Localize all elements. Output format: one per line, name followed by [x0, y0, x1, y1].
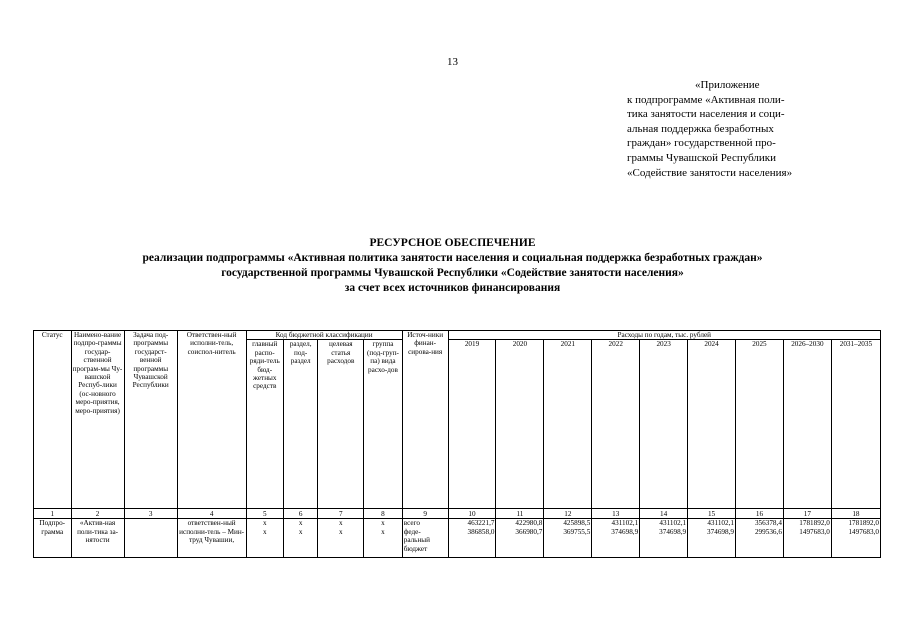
resource-table	[33, 330, 881, 558]
col-main-manager-header: главный распо-ряди-тель бюд-жетных средств	[246, 340, 284, 509]
header-row	[34, 331, 881, 340]
appendix-line: «Приложение	[695, 79, 760, 91]
column-number: 3	[124, 509, 177, 519]
row-year-values	[544, 519, 592, 558]
column-number: 16	[736, 509, 784, 519]
appendix-line: «Содействие занятости населения»	[627, 166, 793, 179]
column-number: 6	[284, 509, 318, 519]
col-task-header: Задача под-программы государст-венной программы Чувашской Республики	[124, 331, 177, 509]
column-number: 14	[640, 509, 688, 519]
column-number: 18	[831, 509, 880, 519]
column-number: 2	[71, 509, 124, 519]
row-year-values	[592, 519, 640, 558]
page-number: 13	[447, 56, 458, 68]
col-responsible-header: Ответствен-ный исполни-тель, соиспол-нитель	[177, 331, 246, 509]
budget-code-header: Код бюджетной классификации	[246, 331, 402, 340]
code-value: x	[381, 519, 385, 528]
expenses-header: Расходы по годам, тыс. рублей	[448, 331, 880, 340]
value-federal: 1497683,0	[848, 527, 879, 536]
value-federal: 374698,9	[611, 527, 639, 536]
title-line: государственной программы Чувашской Республики «Содействие занятости населения»	[221, 267, 684, 279]
row-year-values	[736, 519, 784, 558]
appendix-line: тика занятости населения и соци-	[627, 108, 785, 121]
code-value: x	[338, 527, 343, 536]
value-total: 356378,4	[754, 519, 782, 528]
value-total: 425898,5	[563, 519, 591, 528]
source-total: всего	[403, 519, 420, 528]
row-target-article	[318, 519, 364, 558]
value-federal: 374698,9	[659, 527, 687, 536]
column-number: 5	[246, 509, 284, 519]
column-number: 8	[364, 509, 403, 519]
year-header: 2025	[736, 340, 784, 509]
value-federal: 374698,9	[707, 527, 734, 536]
row-name: «Актив-ная поли-тика за-нятости	[71, 519, 124, 558]
column-number: 11	[496, 509, 544, 519]
value-federal: 366980,7	[515, 527, 543, 536]
col-status-header: Статус	[34, 331, 72, 509]
year-header: 2024	[688, 340, 736, 509]
row-year-values	[688, 519, 736, 558]
appendix-line: граждан» государственной про-	[627, 137, 776, 150]
code-value: x	[381, 527, 385, 536]
year-header: 2020	[496, 340, 544, 509]
year-header: 2023	[640, 340, 688, 509]
value-total: 431102,1	[707, 519, 734, 528]
value-total: 1781892,0	[848, 519, 879, 528]
year-header: 2022	[592, 340, 640, 509]
column-number: 4	[177, 509, 246, 519]
row-year-values	[783, 519, 831, 558]
row-responsible: ответствен-ный исполни-тель – Мин-труд Чувашии,	[177, 519, 246, 558]
code-value: x	[338, 519, 343, 528]
column-number: 13	[592, 509, 640, 519]
row-expense-group	[364, 519, 403, 558]
row-year-values	[496, 519, 544, 558]
year-header: 2021	[544, 340, 592, 509]
col-name-header: Наимено-вание подпро-граммы государ-ственной програм-мы Чу-вашской Респуб-лики (ос-новного меро-приятия, меро-приятия)	[71, 331, 124, 509]
column-number-row	[34, 509, 881, 519]
code-value: x	[298, 527, 303, 536]
column-number: 12	[544, 509, 592, 519]
row-section	[284, 519, 318, 558]
row-year-values	[831, 519, 880, 558]
col-target-article-header: целевая статья расходов	[318, 340, 364, 509]
value-total: 431102,1	[611, 519, 639, 528]
code-value: x	[298, 519, 303, 528]
appendix-line: к подпрограмме «Активная поли-	[627, 93, 785, 106]
row-year-values	[448, 519, 496, 558]
year-header: 2031–2035	[831, 340, 880, 509]
appendix-note	[627, 78, 841, 180]
value-total: 463221,7	[467, 519, 495, 528]
column-number: 10	[448, 509, 496, 519]
column-number: 1	[34, 509, 72, 519]
row-source	[402, 519, 448, 558]
value-federal: 386858,0	[467, 527, 495, 536]
column-number: 9	[402, 509, 448, 519]
document-title	[0, 236, 905, 296]
value-federal: 369755,5	[563, 527, 591, 536]
appendix-line: граммы Чувашской Республики	[627, 151, 776, 164]
row-main-manager	[246, 519, 284, 558]
column-number: 15	[688, 509, 736, 519]
year-header: 2026–2030	[783, 340, 831, 509]
appendix-line: альная поддержка безработных	[627, 122, 774, 135]
value-federal: 1497683,0	[799, 527, 830, 536]
row-task	[124, 519, 177, 558]
column-number: 17	[783, 509, 831, 519]
value-federal: 299536,6	[754, 527, 782, 536]
row-year-values	[640, 519, 688, 558]
value-total: 422980,8	[515, 519, 543, 528]
value-total: 431102,1	[659, 519, 687, 528]
title-line: реализации подпрограммы «Активная политика занятости населения и социальная поддержка безработных граждан»	[142, 252, 763, 264]
value-total: 1781892,0	[799, 519, 830, 528]
year-header: 2019	[448, 340, 496, 509]
title-line: РЕСУРСНОЕ ОБЕСПЕЧЕНИЕ	[369, 237, 536, 249]
code-value: x	[262, 519, 267, 528]
column-number: 7	[318, 509, 364, 519]
col-expense-group-header: группа (под-груп-па) вида расхо-дов	[364, 340, 403, 509]
source-federal: феде-ральный бюджет	[403, 527, 430, 553]
col-section-header: раздел, под-раздел	[284, 340, 318, 509]
col-source-header: Источ-ники финан-сирова-ния	[402, 331, 448, 509]
row-status: Подпро-грамма	[34, 519, 72, 558]
title-line: за счет всех источников финансирования	[344, 282, 561, 294]
code-value: x	[262, 527, 267, 536]
table-row	[34, 519, 881, 558]
